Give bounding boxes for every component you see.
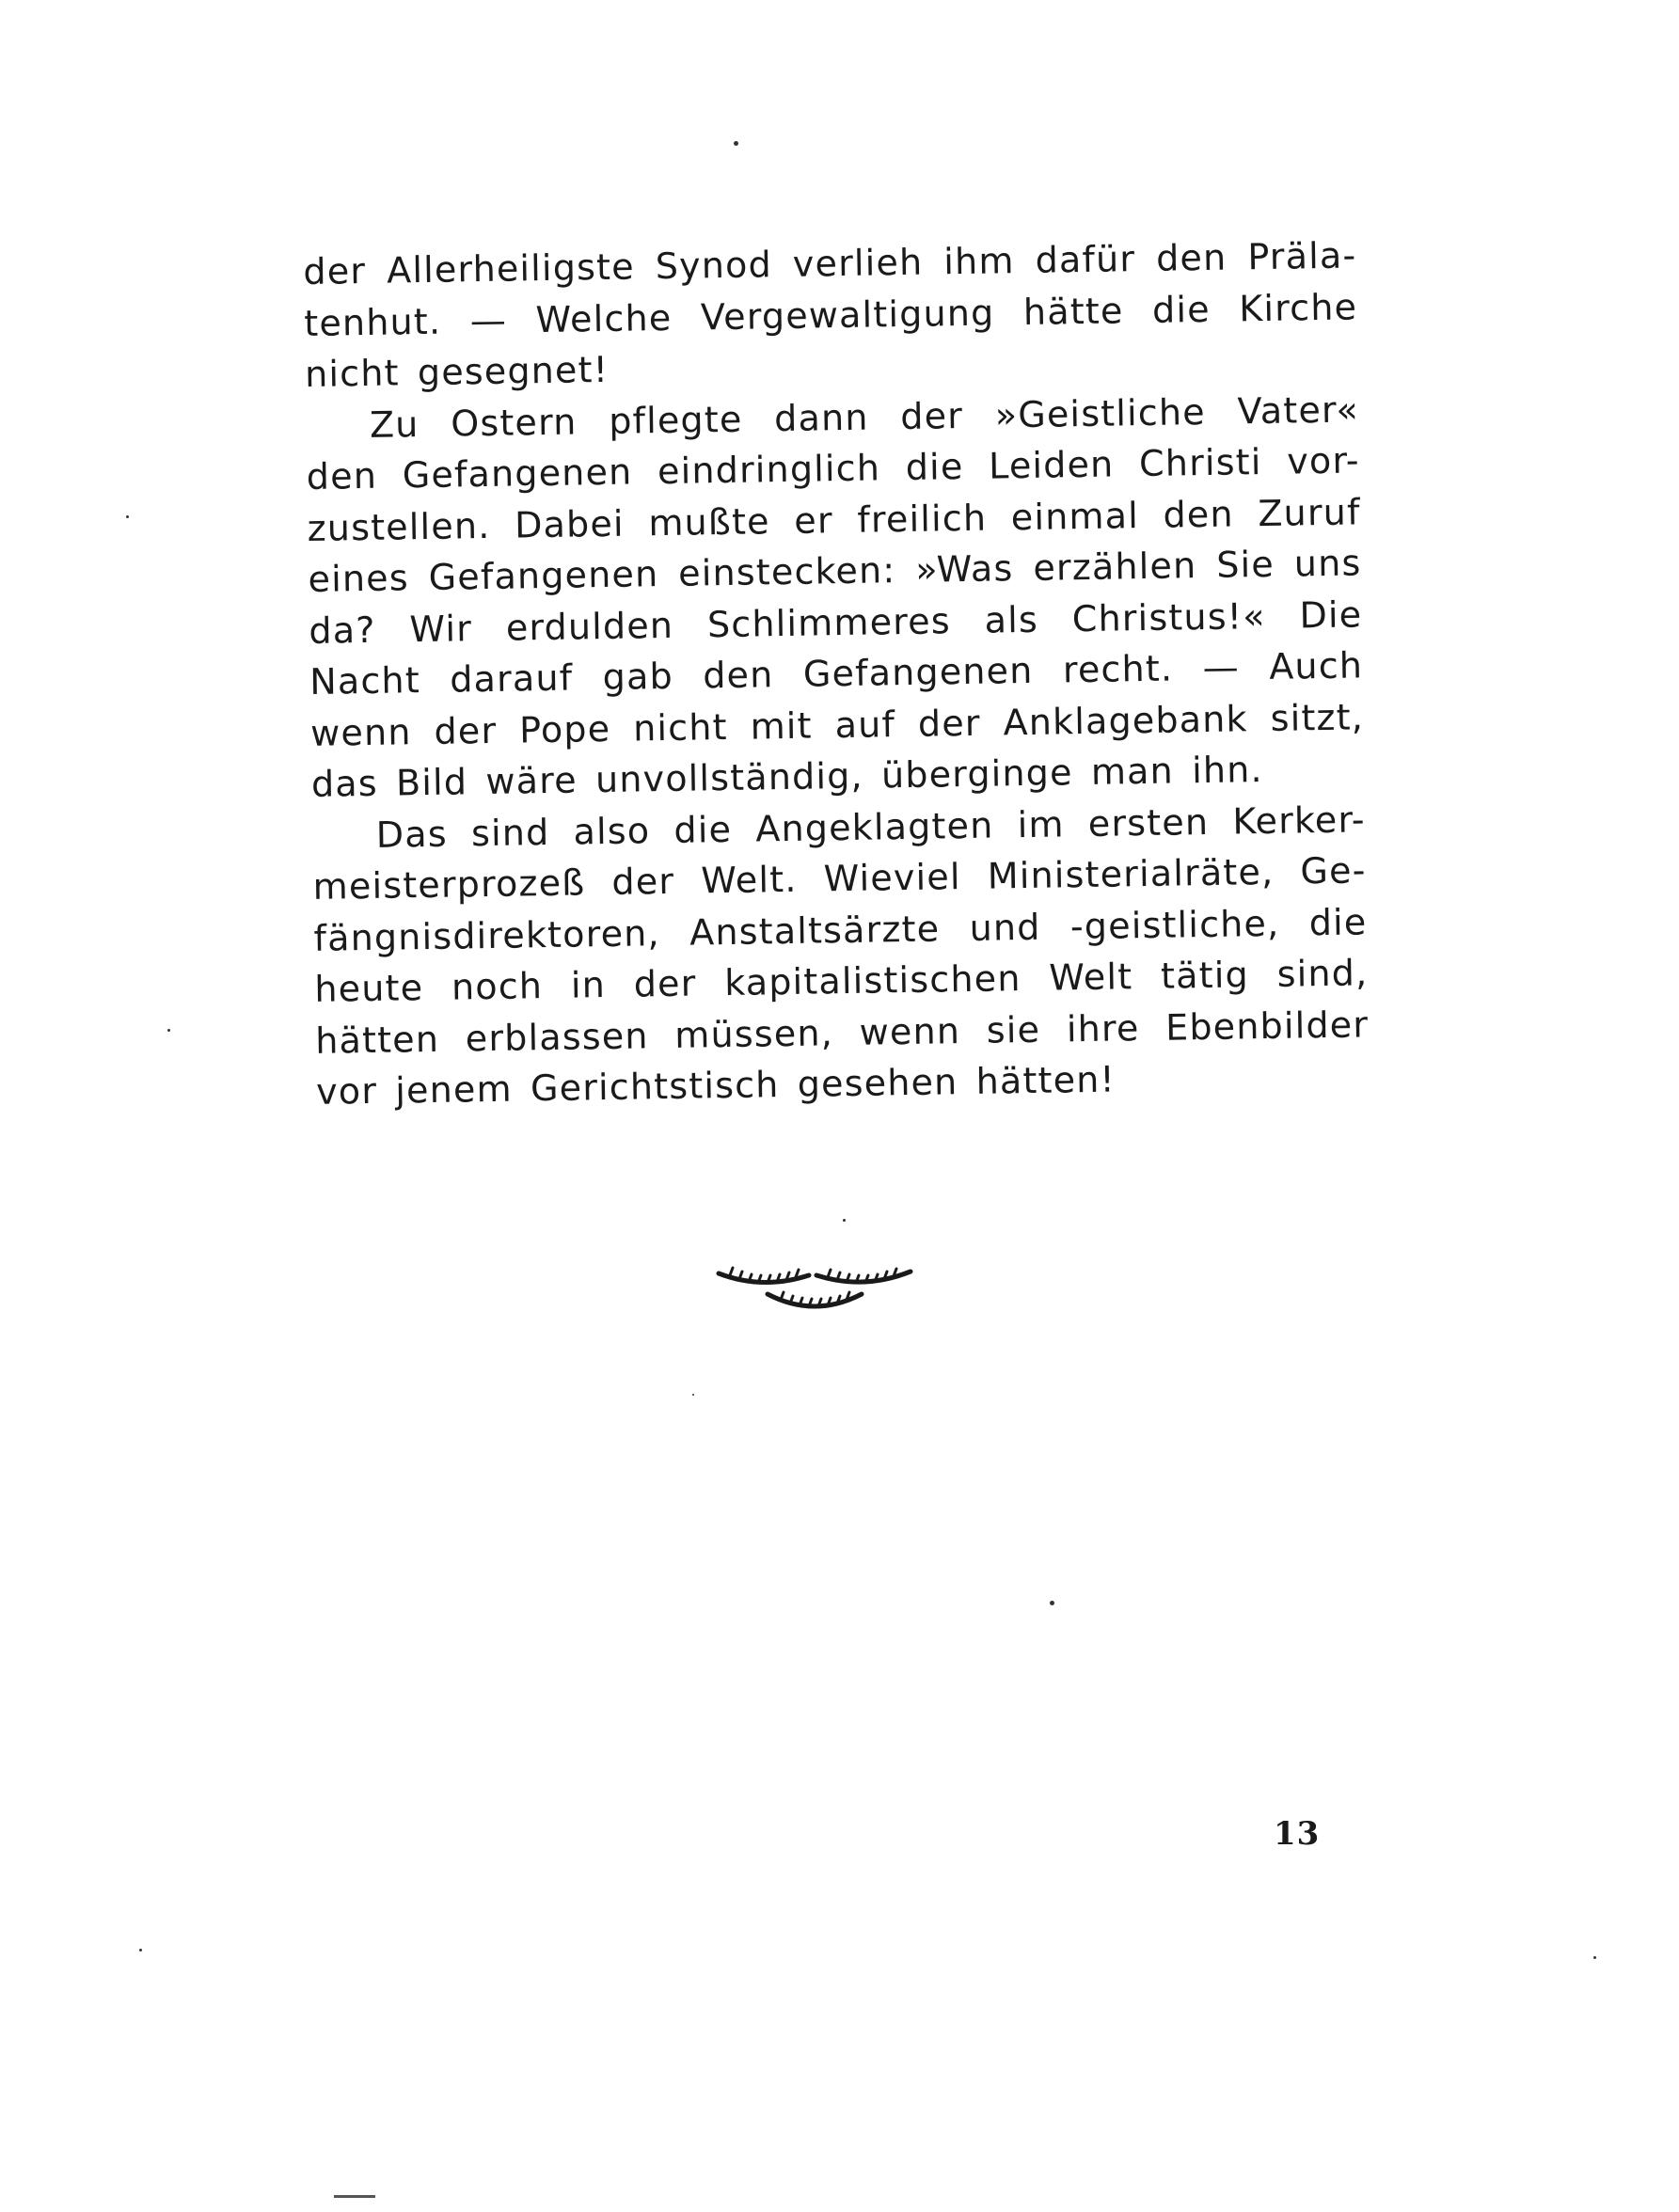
scan-speck: [1050, 1601, 1054, 1605]
scan-speck: [126, 515, 129, 518]
text-line: Zu Ostern pflegte dann der »Geistliche Vater«: [369, 387, 1360, 446]
body-text: [303, 229, 1370, 1117]
text-line: den Gefangenen eindringlich die Leiden Christi vor-: [306, 439, 1361, 498]
text-line: zustellen. Dabei mußte er freilich einmal den Zuruf: [307, 490, 1361, 549]
text-line: eines Gefangenen einstecken: »Was erzählen Sie uns: [308, 542, 1362, 600]
text-line: hätten erblassen müssen, wenn sie ihre Ebenbilder: [314, 1003, 1370, 1062]
scan-speck: [734, 141, 738, 146]
text-line: wenn der Pope nicht mit auf der Anklagebank sitzt,: [309, 695, 1365, 754]
scan-mark: [334, 2195, 375, 2198]
text-line: heute noch in der kapitalistischen Welt tätig sind,: [314, 952, 1369, 1010]
fleuron-ornament-icon: [711, 1256, 918, 1332]
text-line: vor jenem Gerichtstisch gesehen hätten!: [315, 1058, 1117, 1113]
scan-speck: [167, 1029, 170, 1032]
scan-speck: [139, 1949, 142, 1951]
text-line: Nacht darauf gab den Gefangenen recht. — Auch: [309, 644, 1364, 703]
page-number: 13: [1274, 1815, 1321, 1853]
scan-speck: [1593, 1956, 1596, 1959]
scan-speck: [843, 1219, 846, 1222]
text-line: Das sind also die Angeklagten im ersten Kerker-: [375, 798, 1367, 856]
text-line: das Bild wäre unvollständig, überginge man ihn.: [310, 749, 1264, 805]
text-line: meisterprozeß der Welt. Wieviel Ministerialräte, Ge-: [312, 849, 1367, 908]
text-line: da? Wir erdulden Schlimmeres als Christus!« Die: [309, 592, 1363, 652]
text-line: tenhut. — Welche Vergewaltigung hätte die Kirche: [303, 285, 1358, 344]
text-line: der Allerheiligste Synod verlieh ihm dafür den Präla-: [303, 234, 1357, 292]
scan-speck: [692, 1394, 694, 1396]
text-line: nicht gesegnet!: [304, 348, 610, 395]
text-line: fängnisdirektoren, Anstaltsärzte und -geistliche, die: [313, 900, 1368, 959]
